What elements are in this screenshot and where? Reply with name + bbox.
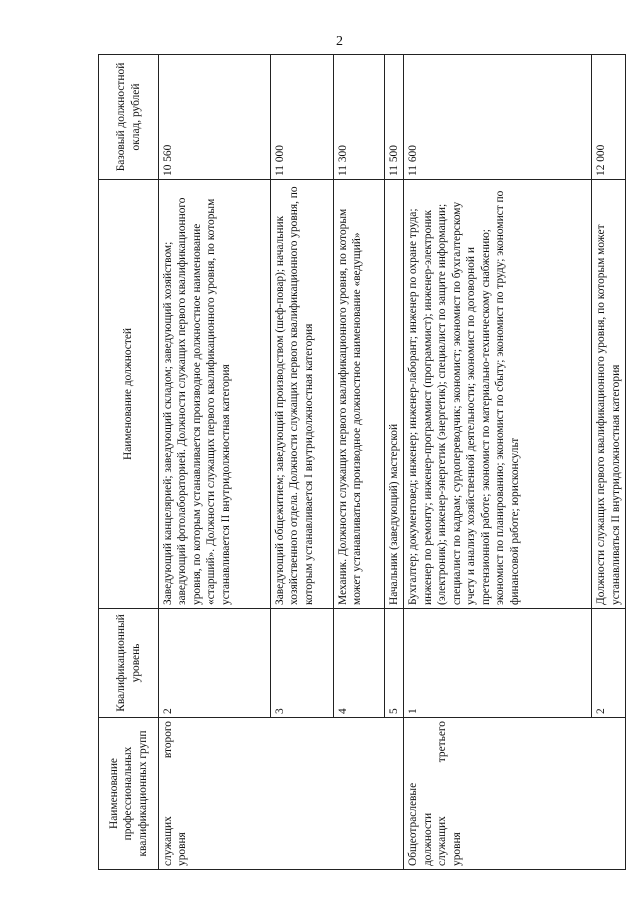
position-cell: Начальник (заведующий) мастерской xyxy=(385,180,404,609)
level-cell: 3 xyxy=(271,609,334,718)
salary-cell: 12 000 xyxy=(592,55,626,180)
header-level: Квалификационный уровень xyxy=(99,609,159,718)
header-group: Наименование профессиональных квалификационных групп xyxy=(99,718,159,870)
position-cell: Механик. Должности служащих первого квалификационного уровня, по которым может устанавливаться производное должностное наименование «ведущий» xyxy=(334,180,385,609)
salary-table xyxy=(98,54,626,870)
position-cell: Заведующий общежитием; заведующий производством (шеф-повар); начальник хозяйственного отдела. Должности служащих первого квалификационного уровня, по которым устанавливается I внутридолжностная категория xyxy=(271,180,334,609)
salary-cell: 11 500 xyxy=(385,55,404,180)
table-container xyxy=(98,55,622,870)
table-row xyxy=(159,55,271,870)
group-third-word4: третьего xyxy=(436,721,449,763)
position-cell: Должности служащих первого квалификационного уровня, по которым может устанавливаться II внутридолжностная категория xyxy=(592,180,626,609)
level-cell: 2 xyxy=(592,609,626,718)
header-name: Наименование должностей xyxy=(99,180,159,609)
group-third-word2: должности xyxy=(421,812,434,866)
position-cell: Заведующий канцелярией; заведующий складом; заведующий хозяйством; заведующий фотолабораторией. Должности служащих первого квалификационного уровня, по которым устанавливается производное должностное наименование «старший». Должности служащих первого квалификационного уровня, по которым устанавливается II внутридолжностная категория xyxy=(159,180,271,609)
group-third-word1: Общеотраслевые xyxy=(407,782,420,866)
group-second-word2: второго xyxy=(162,721,174,759)
level-cell: 2 xyxy=(159,609,271,718)
group-cell-second-level xyxy=(159,718,404,870)
level-cell: 1 xyxy=(404,609,592,718)
salary-cell: 10 560 xyxy=(159,55,271,180)
table-row xyxy=(404,55,592,870)
level-cell: 5 xyxy=(385,609,404,718)
header-salary: Базовый должностной оклад, рублей xyxy=(99,55,159,180)
group-second-word3: уровня xyxy=(176,832,189,866)
group-third-word5: уровня xyxy=(450,832,463,866)
group-cell-third-level xyxy=(404,718,626,870)
position-cell: Бухгалтер; документовед; инженер; инженер-лаборант; инженер по охране труда; инженер по ремонту; инженер-программист (программист); инженер-электроник (электроник); инженер-энергетик (энергетик); специалист по защите информации; специалист по кадрам; сурдопереводчик; экономист; экономист по бухгалтерскому учету и анализу хозяйственной деятельности; экономист по договорной и претензионной работе; экономист по материально-техническому снабжению; экономист по планированию; экономист по сбыту; экономист по труду; экономист по финансовой работе; юрисконсульт xyxy=(404,180,592,609)
level-cell: 4 xyxy=(334,609,385,718)
group-second-word1: служащих xyxy=(162,816,174,866)
salary-cell: 11 000 xyxy=(271,55,334,180)
salary-cell: 11 600 xyxy=(404,55,592,180)
table-header-row xyxy=(99,55,159,870)
page-number: 2 xyxy=(336,34,343,49)
salary-cell: 11 300 xyxy=(334,55,385,180)
group-third-word3: служащих xyxy=(436,816,449,866)
